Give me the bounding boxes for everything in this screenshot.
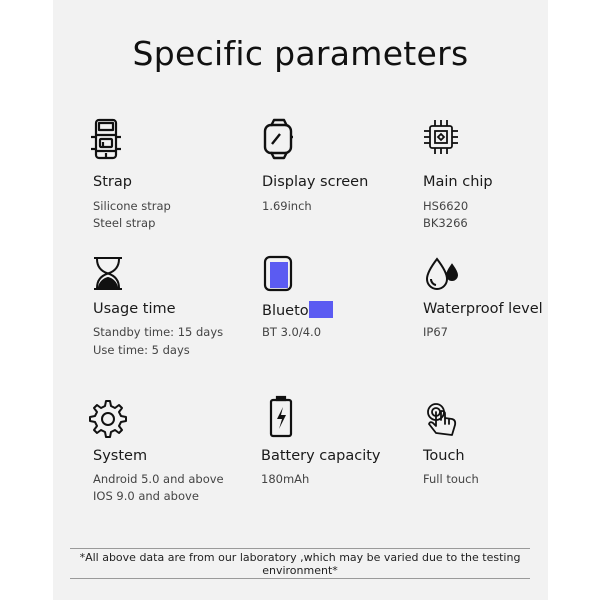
spec-name-text: Blueto (262, 303, 309, 319)
hourglass-icon (93, 256, 133, 300)
gear-icon (90, 400, 130, 444)
spec-value: Full touch (423, 472, 479, 486)
spec-name: Display screen (262, 174, 369, 190)
spec-value: Standby time: 15 days (93, 325, 224, 339)
spec-name: Waterproof level (423, 301, 543, 317)
strap-icon (93, 117, 133, 161)
water-drops-icon (423, 256, 463, 300)
spec-value: BK3266 (423, 216, 468, 230)
spec-value: HS6620 (423, 199, 469, 213)
spec-value: IP67 (423, 325, 448, 339)
bluetooth-icon (262, 256, 302, 300)
spec-value: 1.69inch (262, 199, 312, 213)
spec-name: Touch (423, 448, 465, 464)
footnote-divider-top (70, 548, 530, 549)
spec-name: Main chip (423, 174, 493, 190)
spec-value: Android 5.0 and above (93, 472, 224, 486)
touch-hand-icon (423, 400, 463, 444)
spec-value: Silicone strap (93, 199, 171, 213)
chip-icon (423, 117, 463, 161)
redaction-box (309, 301, 333, 318)
spec-value: BT 3.0/4.0 (262, 325, 322, 339)
spec-name: System (93, 448, 148, 464)
spec-name (262, 301, 333, 319)
footnote: *All above data are from our laboratory ,which may be varied due to the testing environment* (79, 551, 521, 577)
spec-value: IOS 9.0 and above (93, 489, 199, 503)
spec-value: 180mAh (261, 472, 310, 486)
spec-name: Usage time (93, 301, 176, 317)
spec-name: Battery capacity (261, 448, 381, 464)
spec-name: Strap (93, 174, 132, 190)
spec-value: Steel strap (93, 216, 156, 230)
page-title: Specific parameters (132, 34, 469, 73)
watch-icon (262, 117, 302, 161)
footnote-divider-bottom (70, 578, 530, 579)
battery-icon (269, 397, 309, 441)
spec-value: Use time: 5 days (93, 343, 190, 357)
